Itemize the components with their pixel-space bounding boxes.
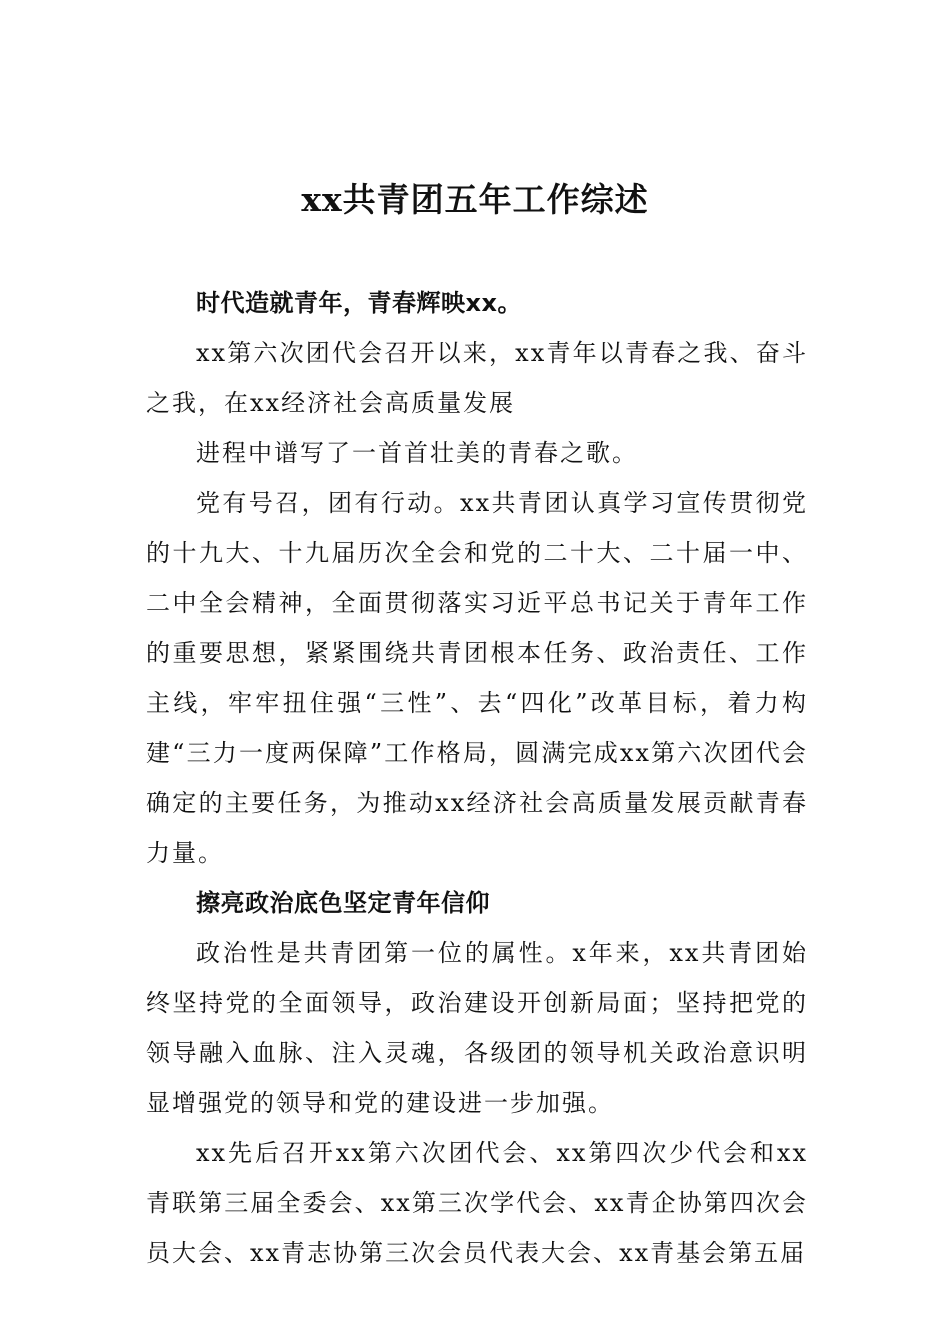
section-heading: 时代造就青年，青春辉映xx。 (196, 289, 522, 317)
body-paragraph: xx先后召开xx第六次团代会、xx第四次少代会和xx青联第三届全委会、xx第三次学代会、xx青企协第四次会员大会、xx青志协第三次会员代表大会、xx青基会第五届 (146, 1139, 808, 1267)
document-title: xx共青团五年工作综述 (301, 180, 649, 219)
body-paragraph: 进程中谱写了一首首壮美的青春之歌。 (196, 439, 638, 467)
body-paragraph: 政治性是共青团第一位的属性。x年来，xx共青团始终坚持党的全面领导，政治建设开创新局面；坚持把党的领导融入血脉、注入灵魂，各级团的领导机关政治意识明显增强党的领导和党的建设进一步加强。 (146, 939, 808, 1117)
document-body (146, 278, 808, 1278)
body-paragraph: 党有号召，团有行动。xx共青团认真学习宣传贯彻党的十九大、十九届历次全会和党的二十大、二十届一中、二中全会精神，全面贯彻落实习近平总书记关于青年工作的重要思想，紧紧围绕共青团根本任务、政治责任、工作主线，牢牢扭住强“三性”、去“四化”改革目标，着力构建“三力一度两保障”工作格局，圆满完成xx第六次团代会确定的主要任务，为推动xx经济社会高质量发展贡献青春力量。 (146, 489, 808, 867)
section-heading: 擦亮政治底色坚定青年信仰 (196, 889, 490, 917)
body-paragraph: xx第六次团代会召开以来，xx青年以青春之我、奋斗之我，在xx经济社会高质量发展 (146, 339, 808, 417)
